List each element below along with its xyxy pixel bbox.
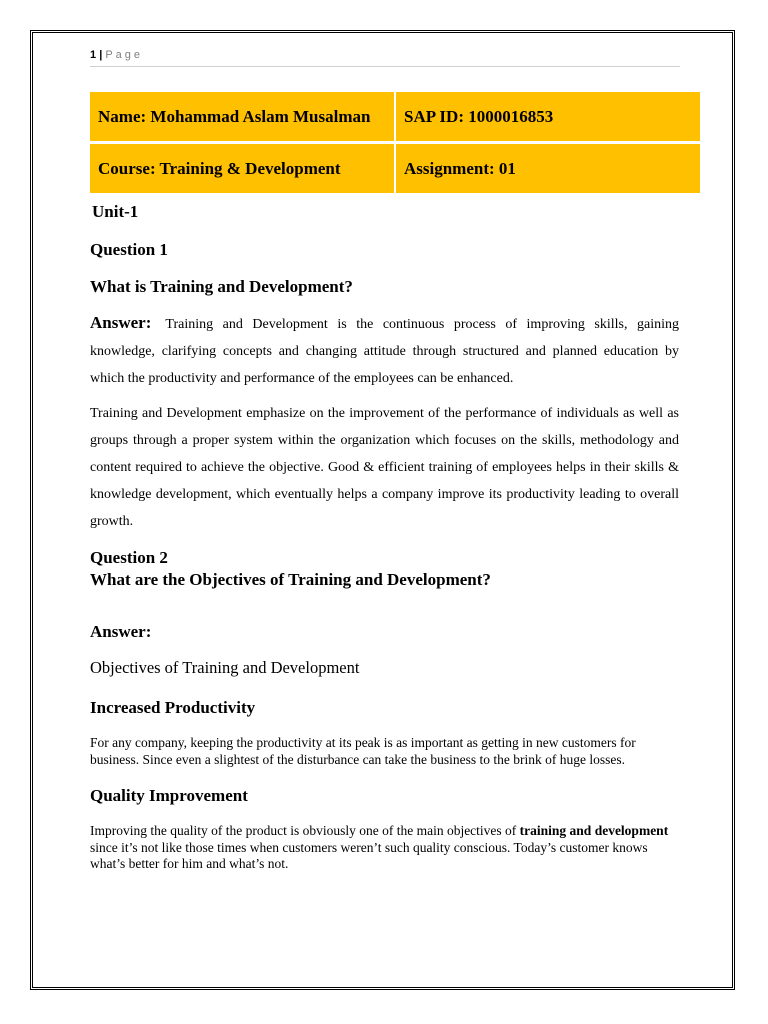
info-row xyxy=(90,92,700,143)
question-2-title: Question 2 xyxy=(90,548,168,567)
answer-1-text: Training and Development is the continuous process of improving skills, gaining knowledge, clarifying concepts and changing attitude through structured and planned education by which the productivity and performance of the employees can be enhanced. xyxy=(90,317,679,386)
sap-id: SAP ID: 1000016853 xyxy=(395,92,700,143)
answer-1-paragraph-2: Training and Development emphasize on the improvement of the performance of individuals as well as groups through a proper system within the organization which focuses on the skills, methodology and content required to achieve the objective. Good & efficient training of employees helps in their skills & knowledge development, which eventually helps a company improve its productivity leading to overall growth. xyxy=(90,406,679,529)
page-separator: | xyxy=(99,49,103,61)
answer-1-paragraph-1 xyxy=(90,309,679,392)
document-body xyxy=(90,200,679,873)
quality-text-start: Improving the quality of the product is obviously one of the main objectives of xyxy=(90,823,520,838)
assignment-number: Assignment: 01 xyxy=(395,143,700,194)
quality-text-bold: training and development xyxy=(519,823,669,838)
unit-heading: Unit-1 xyxy=(92,202,139,221)
answer-1-label: Answer: xyxy=(90,313,152,332)
section-heading-quality: Quality Improvement xyxy=(90,786,248,805)
student-name: Name: Mohammad Aslam Musalman xyxy=(90,92,395,143)
section-heading-productivity: Increased Productivity xyxy=(90,698,256,717)
student-info-table xyxy=(90,92,700,193)
info-row xyxy=(90,143,700,194)
section-text-productivity: For any company, keeping the productivity at its peak is as important as getting in new customers for business. Since even a slightest of the disturbance can take the business to the brink of huge losses. xyxy=(90,735,636,767)
page-number: 1 xyxy=(90,49,97,61)
page-header xyxy=(90,48,680,67)
page-word: Page xyxy=(105,49,144,61)
objectives-heading: Objectives of Training and Development xyxy=(90,658,360,677)
question-1-text: What is Training and Development? xyxy=(90,277,353,296)
question-2-text: What are the Objectives of Training and Development? xyxy=(90,570,491,589)
quality-text-end: since it’s not like those times when customers weren’t such quality conscious. Today’s customer knows what’s better for him and what’s not. xyxy=(90,839,648,871)
question-1-title: Question 1 xyxy=(90,240,168,259)
answer-2-label: Answer: xyxy=(90,622,152,641)
course-name: Course: Training & Development xyxy=(90,143,395,194)
section-text-quality xyxy=(90,823,679,873)
